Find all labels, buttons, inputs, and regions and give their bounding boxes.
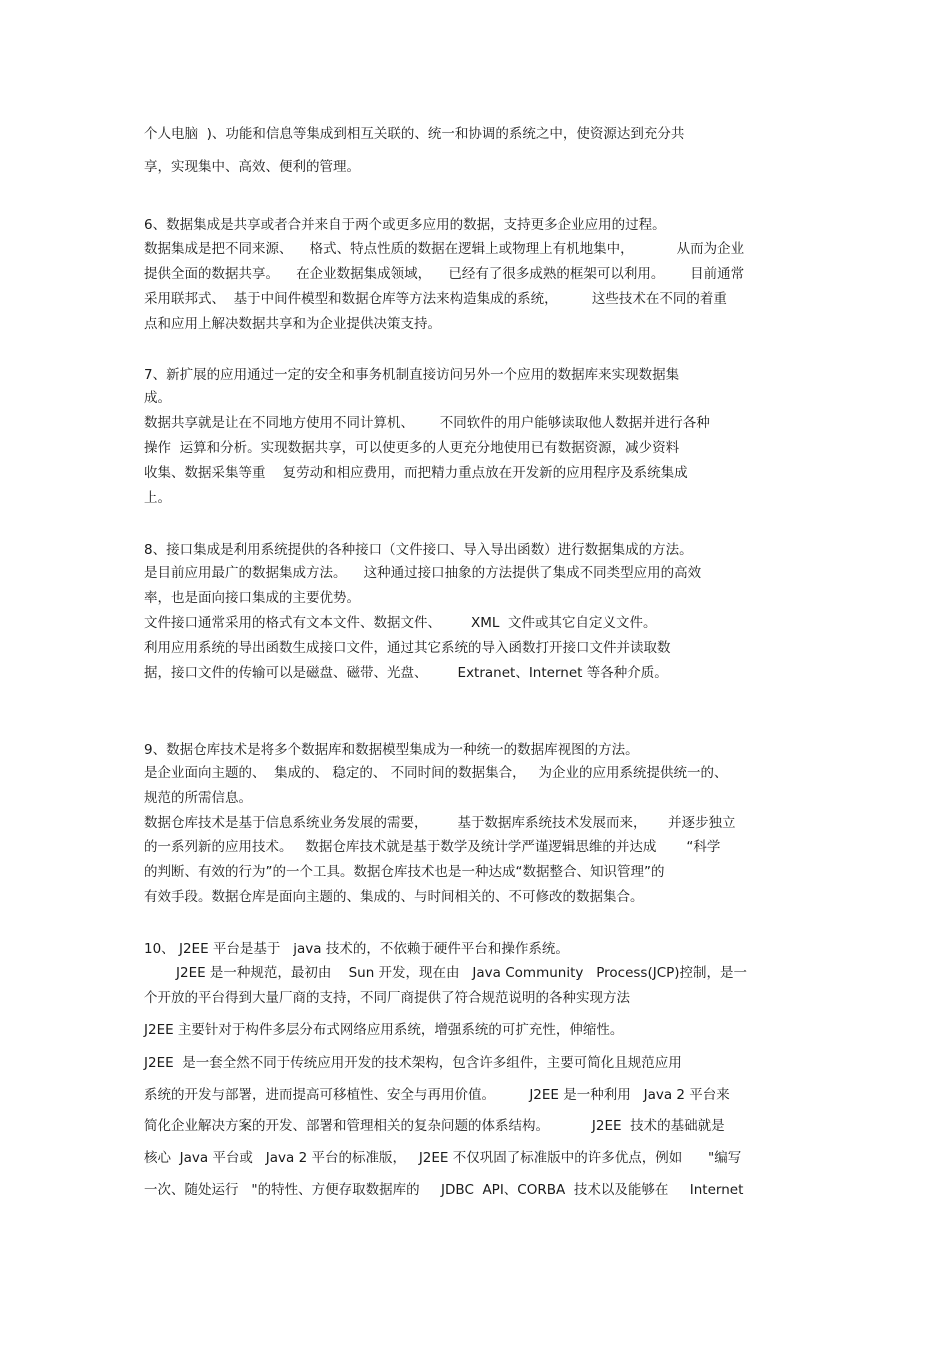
text-line: 的判断、有效的行为”的一个工具。数据仓库技术也是一种达成“数据整合、知识管理”的	[144, 864, 665, 880]
text-line: 收集、数据采集等重 复劳动和相应费用，而把精力重点放在开发新的应用程序及系统集成	[144, 465, 688, 481]
text-line: 是目前应用最广的数据集成方法。 这种通过接口抽象的方法提供了集成不同类型应用的高效	[144, 565, 702, 581]
text-line: 利用应用系统的导出函数生成接口文件，通过其它系统的导入函数打开接口文件并读取数	[144, 640, 671, 656]
text-line: 数据仓库技术是基于信息系统业务发展的需要， 基于数据库系统技术发展而来， 并逐步独立	[144, 815, 736, 831]
section-heading-9: 9、数据仓库技术是将多个数据库和数据模型集成为一种统一的数据库视图的方法。	[144, 742, 639, 758]
section-heading-10: 10、 J2EE 平台是基于 java 技术的，不依赖于硬件平台和操作系统。	[144, 941, 569, 957]
text-line: J2EE 是一套全然不同于传统应用开发的技术架构，包含许多组件，主要可简化且规范应用	[144, 1055, 682, 1071]
text-line: 的一系列新的应用技术。 数据仓库技术就是基于数学及统计学严谨逻辑思维的并达成 “科学	[144, 839, 721, 855]
text-line: 提供全面的数据共享。 在企业数据集成领域， 已经有了很多成熟的框架可以利用。 目前通常	[144, 266, 745, 282]
text-line: 上。	[144, 490, 171, 506]
text-line: 文件接口通常采用的格式有文本文件、数据文件、 XML 文件或其它自定义文件。	[144, 615, 657, 631]
text-line: 采用联邦式、 基于中间件模型和数据仓库等方法来构造集成的系统， 这些技术在不同的着重	[144, 291, 727, 307]
text-line: 率，也是面向接口集成的主要优势。	[144, 590, 360, 606]
text-line: 操作 运算和分析。实现数据共享，可以使更多的人更充分地使用已有数据资源，减少资料	[144, 440, 680, 456]
text-line: 是企业面向主题的、 集成的、 稳定的、 不同时间的数据集合， 为企业的应用系统提供统一的、	[144, 765, 728, 781]
text-line: J2EE 主要针对于构件多层分布式网络应用系统，增强系统的可扩充性，伸缩性。	[144, 1022, 624, 1038]
section-heading-8: 8、接口集成是利用系统提供的各种接口（文件接口、导入导出函数）进行数据集成的方法。	[144, 542, 693, 558]
text-line: 规范的所需信息。	[144, 790, 252, 806]
text-line: 个人电脑 )、功能和信息等集成到相互关联的、统一和协调的系统之中，使资源达到充分共	[144, 126, 685, 142]
section-heading-7: 7、新扩展的应用通过一定的安全和事务机制直接访问另外一个应用的数据库来实现数据集	[144, 367, 680, 383]
text-line: 数据集成是把不同来源、 格式、特点性质的数据在逻辑上或物理上有机地集中， 从而为企业	[144, 241, 745, 257]
text-line: 个开放的平台得到大量厂商的支持，不同厂商提供了符合规范说明的各种实现方法	[144, 990, 630, 1006]
text-line: 成。	[144, 390, 171, 406]
text-line: 点和应用上解决数据共享和为企业提供决策支持。	[144, 316, 441, 332]
text-line: J2EE 是一种规范，最初由 Sun 开发，现在由 Java Community Process(JCP)控制，是一	[176, 965, 748, 981]
text-line: 简化企业解决方案的开发、部署和管理相关的复杂问题的体系结构。 J2EE 技术的基础就是	[144, 1118, 725, 1134]
text-line: 有效手段。数据仓库是面向主题的、集成的、与时间相关的、不可修改的数据集合。	[144, 889, 644, 905]
section-heading-6: 6、数据集成是共享或者合并来自于两个或更多应用的数据，支持更多企业应用的过程。	[144, 217, 666, 233]
text-line: 据，接口文件的传输可以是磁盘、磁带、光盘、 Extranet、Internet 等各种介质。	[144, 665, 668, 681]
text-line: 数据共享就是让在不同地方使用不同计算机、 不同软件的用户能够读取他人数据并进行各种	[144, 415, 710, 431]
text-line: 核心 Java 平台或 Java 2 平台的标准版， J2EE 不仅巩固了标准版中的许多优点，例如 "编写	[144, 1150, 742, 1166]
text-line: 一次、随处运行 "的特性、方便存取数据库的 JDBC API、CORBA 技术以及能够在 Internet	[144, 1182, 744, 1198]
text-line: 系统的开发与部署，进而提高可移植性、安全与再用价值。 J2EE 是一种利用 Java 2 平台来	[144, 1087, 730, 1103]
text-line: 享，实现集中、高效、便利的管理。	[144, 159, 360, 175]
